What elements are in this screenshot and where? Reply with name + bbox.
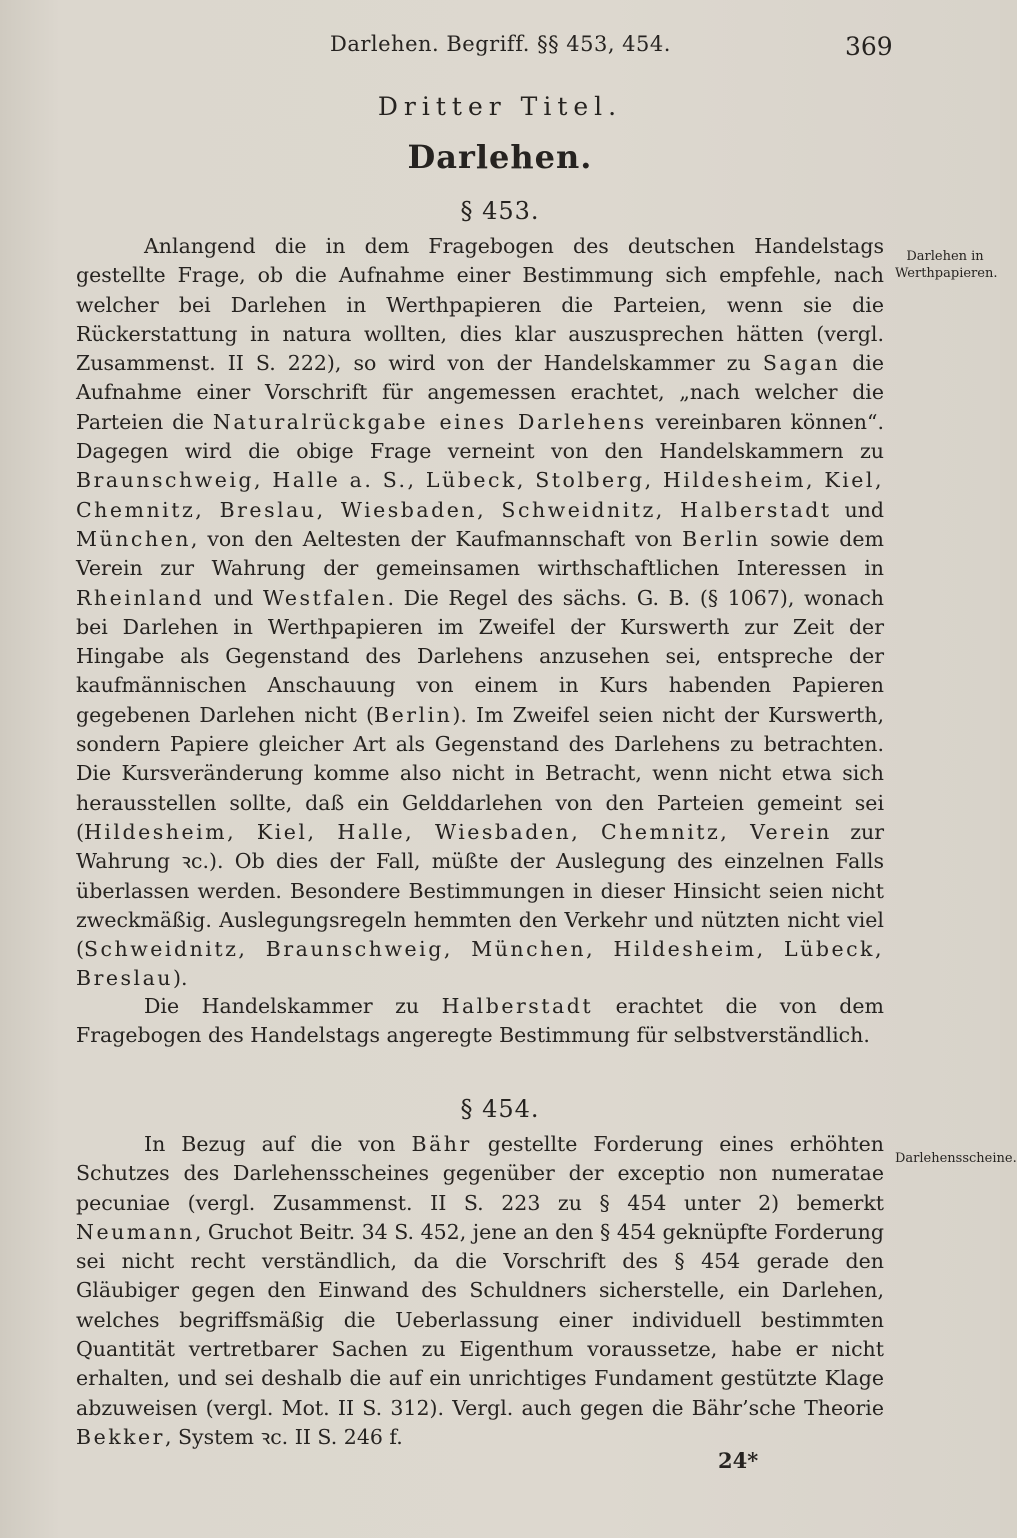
text-run: und [831,497,884,522]
main-title: Darlehen. [407,138,593,176]
text-run: ). [173,966,188,991]
spaced-text: Schweidnitz, Braunschweig, München, Hildesheim, Lübeck, Breslau [76,937,884,991]
text-run: erachtet die von dem Fragebogen des Handelstags angeregte Bestimmung für selbstverständlich. [76,994,884,1048]
spaced-text: Braunschweig, Halle a. S., Lübeck, Stolberg, Hildesheim, Kiel, Chemnitz, Breslau, Wiesbaden, Schweidnitz, Halberstadt [76,468,884,522]
section-454-body [76,1130,884,1452]
spaced-text: München [76,526,191,551]
text-run: . Die Regel des sächs. G. B. (§ 1067), wonach bei Darlehen in Werthpapieren im Zweifel der Kurswerth zur Zeit der Hingabe als Gegenstand des Darlehens anzusehen sei, entspreche der kaufmännischen Anschauung von einem in Kurs habenden Papieren gegebenen Darlehen nicht ( [76,585,885,727]
spaced-text: Berlin [374,702,453,727]
spaced-text: Berlin [682,526,761,551]
text-run: In Bezug auf die von [144,1132,412,1156]
spaced-text: Halberstadt [441,994,594,1018]
text-run: die Aufnahme einer Vorschrift für angemessen erachtet, „nach welcher die Parteien die [76,351,884,434]
section-453-heading: § 453. [460,197,540,225]
spaced-text: Naturalrückgabe eines Darlehens [212,409,647,434]
section-453-body [76,232,884,994]
section-454-heading: § 454. [460,1095,540,1123]
text-run: , von den Aeltesten der Kaufmannschaft von [190,526,683,551]
section-454-paragraph-1 [76,1130,884,1452]
signature-mark: 24* [718,1448,759,1473]
text-run: sowie dem Verein zur Wahrung der gemeinsamen wirthschaftlichen Interessen in [76,526,884,581]
margin-note-453: Darlehen in Werthpapieren. [895,249,998,281]
spaced-text: Rheinland [76,585,205,610]
section-453-paragraph-2 [76,992,884,1051]
text-run: Anlangend die in dem Fragebogen des deutschen Handelstags gestellte Frage, ob die Aufnahme einer Bestimmung sich empfehle, nach welcher bei Darlehen in Werthpapieren die Parteien, wenn sie die Rückerstattung in natura wollten, dies klar auszusprechen hätten (vergl. Zusammenst. II S. 222), so wird von der Handelskammer zu [76,234,884,376]
spaced-text: Sagan [762,351,841,376]
text-run: , Gruchot Beitr. 34 S. 452, jene an den § 454 geknüpfte Forderung sei nicht recht verständlich, da die Vorschrift des § 454 gerade den Gläubiger gegen den Einwand des Schuldners sicherstelle, ein Darlehen, welches begriffsmäßig die Ueberlassung einer individuell bestimmten Quantität vertretbarer Sachen zu Eigenthum voraussetze, habe er nicht erhalten, und sei deshalb die auf ein unrichtiges Fundament gestützte Klage abzuweisen (vergl. Mot. II S. 312). Vergl. auch gegen die Bähr’sche Theorie [76,1219,884,1420]
section-453-paragraph-1 [76,232,884,994]
text-run: ). Im Zweifel seien nicht der Kurswerth, sondern Papiere gleicher Art als Gegenstand des Darlehens zu betrachten. Die Kursveränderung komme also nicht in Betracht, wenn nicht etwa sich herausstellen sollte, daß ein Gelddarlehen von den Parteien gemeint sei ( [76,702,884,844]
spaced-text: Bähr [411,1132,472,1156]
text-run: und [204,585,263,610]
text-run: Die Handelskammer zu [144,994,442,1018]
section-453-body-2 [76,992,884,1051]
text-run: zur Wahrung ꝛc.). Ob dies der Fall, müßte der Auslegung des einzelnen Falls überlassen werden. Besondere Bestimmungen in dieser Hinsicht seien nicht zweckmäßig. Auslegungsregeln hemmten den Verkehr und nützten nicht viel ( [76,819,884,962]
page-number: 369 [845,32,893,61]
text-run: vereinbaren können“. Dagegen wird die obige Frage verneint von den Handelskammern zu [76,409,885,464]
section-title: Dritter Titel. [377,92,623,121]
spaced-text: Hildesheim, Kiel, Halle, Wiesbaden, Chemnitz, Verein [84,819,832,844]
text-run: gestellte Forderung eines erhöhten Schutzes des Darlehensscheines gegenüber der exceptio non numeratae pecuniae (vergl. Zusammenst. II S. 223 zu § 454 unter 2) bemerkt [76,1132,884,1215]
running-head-title: Darlehen. Begriff. §§ 453, 454. [330,32,671,56]
spaced-text: Westfalen [262,585,388,610]
spaced-text: Neumann [76,1219,195,1244]
text-run: , System ꝛc. II S. 246 f. [164,1424,403,1449]
margin-note-454: Darlehensscheine. [895,1151,1017,1166]
spaced-text: Bekker [76,1424,165,1449]
running-head [0,30,1000,62]
